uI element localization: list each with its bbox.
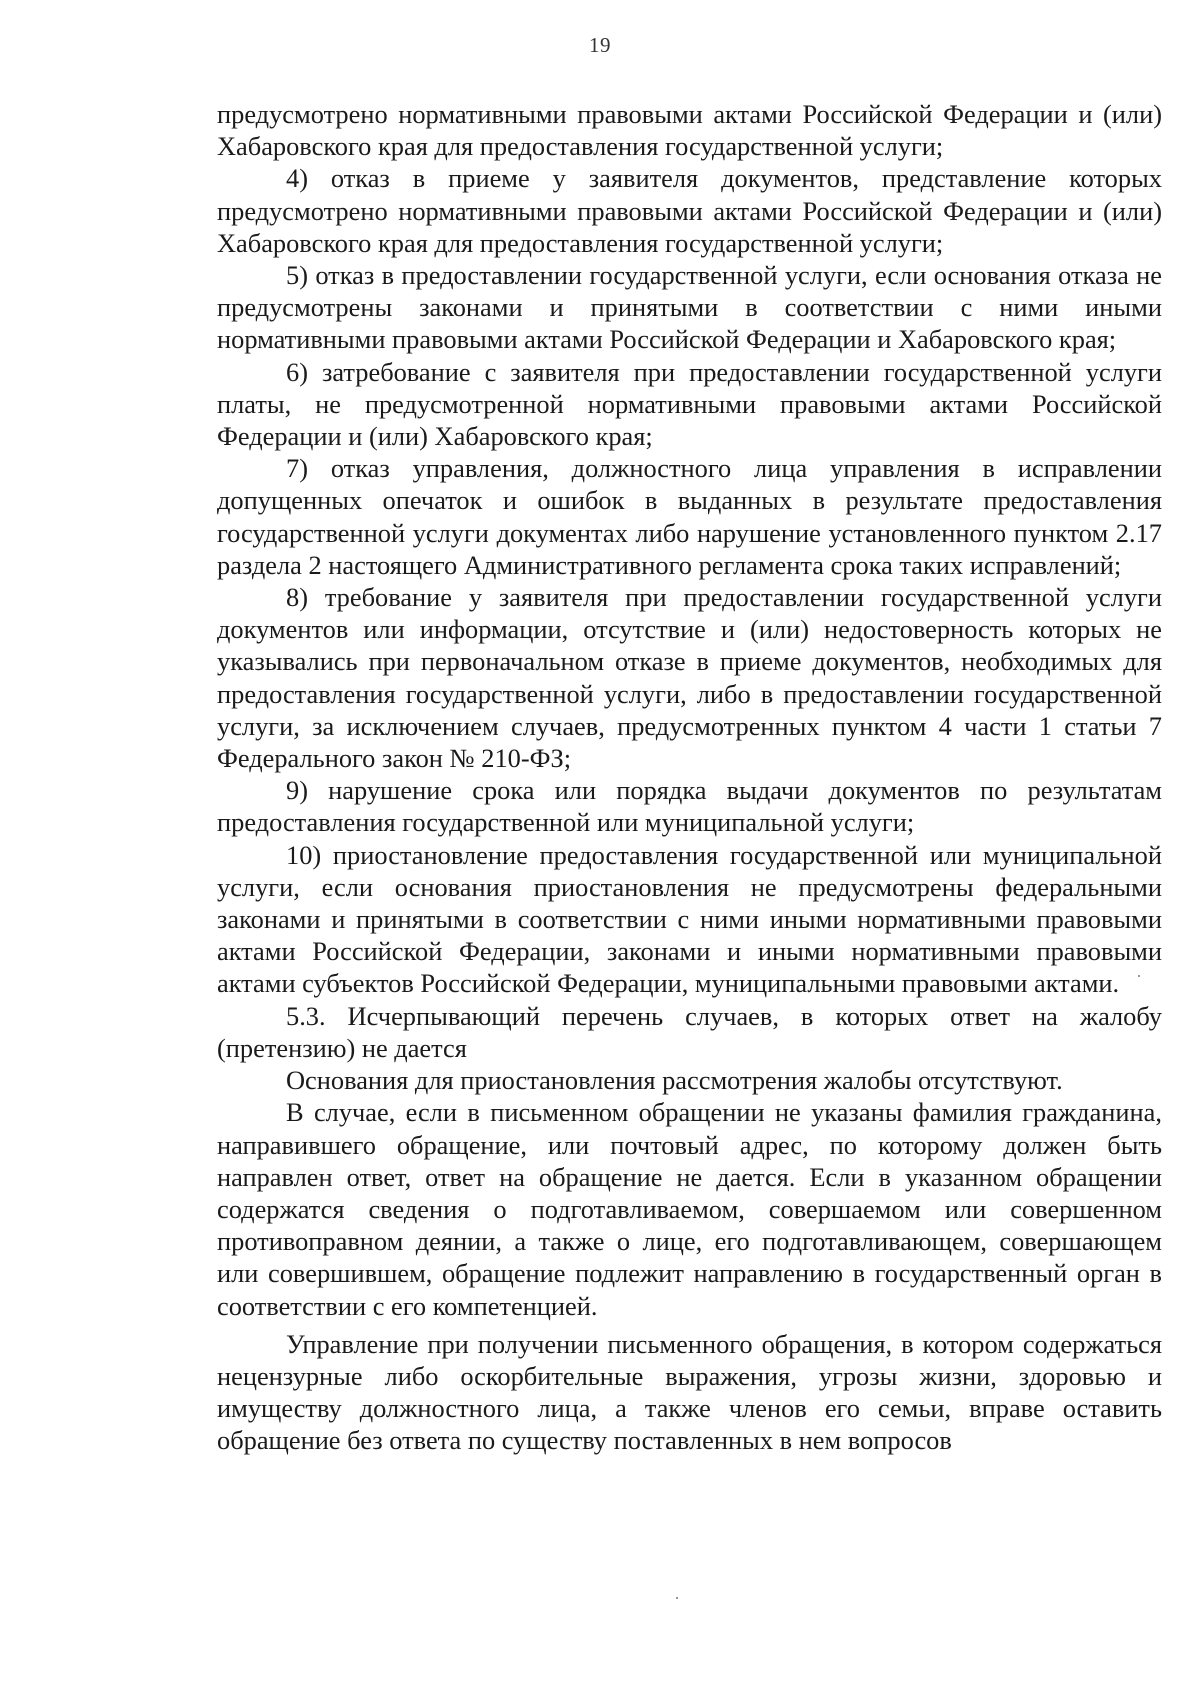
paragraph-no-grounds: Основания для приостановления рассмотрения жалобы отсутствуют. (286, 1065, 1063, 1096)
list-item-6: 6) затребование с заявителя при предоставлении государственной услуги платы, не предусмотренной нормативными правовыми актами Российской Федерации и (или) Хабаровского края; (217, 356, 1162, 452)
list-item-9: 9) нарушение срока или порядка выдачи документов по результатам предоставления государственной или муниципальной услуги; (217, 775, 1162, 838)
scan-speck (1138, 975, 1140, 977)
paragraph-offensive-appeal: Управление при получении письменного обращения, в котором содержаться нецензурные либо оскорбительные выражения, угрозы жизни, здоровью и имуществу должностного лица, а также членов его семьи, вправе оставить обращение без ответа по существу поставленных в нем вопросов (217, 1328, 1162, 1456)
list-item-7: 7) отказ управления, должностного лица управления в исправлении допущенных опечаток и ошибок в выданных в результате предоставления государственной услуги документах либо нарушение установленного пунктом 2.17 раздела 2 настоящего Административного регламента срока таких исправлений; (217, 453, 1162, 580)
paragraph-continuation: предусмотрено нормативными правовыми актами Российской Федерации и (или) Хабаровского края для предоставления государственной услуги; (217, 99, 1162, 162)
scan-speck (676, 1597, 678, 1599)
page-number: 19 (589, 33, 611, 57)
section-heading-5-3: 5.3. Исчерпывающий перечень случаев, в которых ответ на жалобу (претензию) не дается (217, 1000, 1162, 1063)
list-item-4: 4) отказ в приеме у заявителя документов, представление которых предусмотрено нормативными правовыми актами Российской Федерации и (или) Хабаровского края для предоставления государственной услуги; (217, 163, 1162, 258)
list-item-5: 5) отказ в предоставлении государственной услуги, если основания отказа не предусмотрены законами и принятыми в соответствии с ними иными нормативными правовыми актами Российской Федерации и Хабаровского края; (217, 260, 1162, 355)
document-body (217, 98, 1162, 1457)
list-item-8: 8) требование у заявителя при предоставлении государственной услуги документов или информации, отсутствие и (или) недостоверность которых не указывались при первоначальном отказе в приеме документов, необходимых для предоставления государственной услуги, либо в предоставлении государственной услуги, за исключением случаев, предусмотренных пунктом 4 части 1 статьи 7 Федерального закон № 210-ФЗ; (217, 582, 1162, 774)
paragraph-anonymous-appeal: В случае, если в письменном обращении не указаны фамилия гражданина, направившего обращение, или почтовый адрес, по которому должен быть направлен ответ, ответ на обращение не дается. Если в указанном обращении содержатся сведения о подготавливаемом, совершаемом или совершенном противоправном деянии, а также о лице, его подготавливающем, совершающем или совершившем, обращение подлежит направлению в государственный орган в соответствии с его компетенцией. (217, 1097, 1162, 1321)
list-item-10: 10) приостановление предоставления государственной или муниципальной услуги, если основания приостановления не предусмотрены федеральными законами и принятыми в соответствии с ними иными нормативными правовыми актами Российской Федерации, законами и иными нормативными правовыми актами субъектов Российской Федерации, муниципальными правовыми актами. (217, 839, 1162, 999)
